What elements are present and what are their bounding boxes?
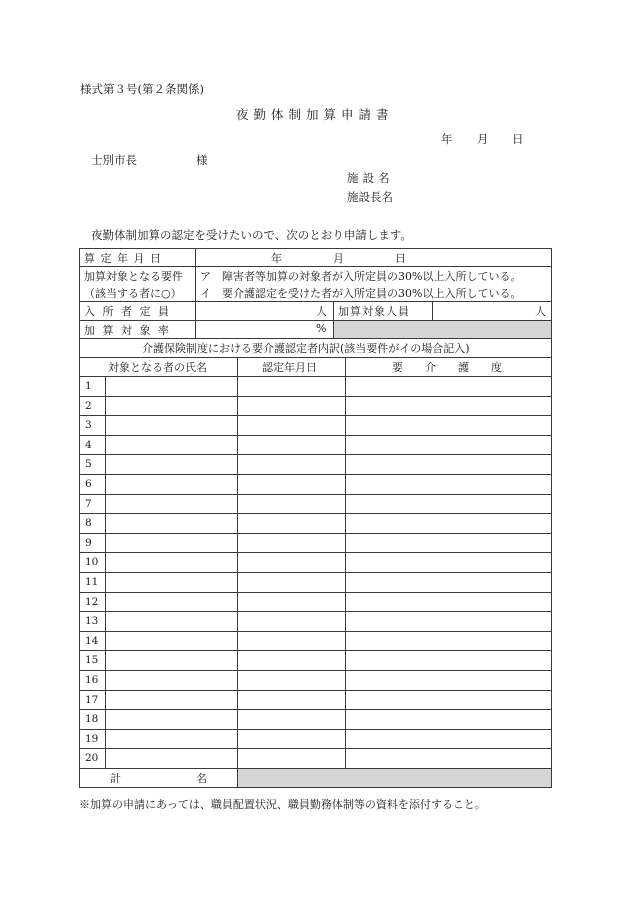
row-number: 20: [85, 752, 99, 764]
row-divider: [79, 572, 552, 573]
total-label: 計: [110, 772, 121, 785]
target-count-unit: 人: [535, 305, 546, 318]
row-number: 9: [85, 537, 92, 549]
calc-year-label: 年: [271, 252, 282, 265]
total-unit: 名: [196, 772, 207, 785]
row-divider: [79, 592, 552, 593]
row-divider: [79, 748, 552, 749]
footnote: ※加算の申請にあっては、職員配置状況、職員勤務体制等の資料を添付すること。: [79, 798, 486, 811]
rate-label: 加 算 対 象 率: [84, 324, 171, 337]
row-divider: [79, 513, 552, 514]
row-number: 15: [85, 654, 99, 666]
calc-month-label: 月: [333, 252, 344, 265]
shaded-cell-rate: [333, 320, 552, 338]
row-divider: [79, 415, 552, 416]
row-number: 13: [85, 615, 99, 627]
row-divider: [79, 768, 552, 769]
page-title: 夜勤体制加算申請書: [236, 107, 394, 122]
row-divider: [79, 376, 552, 377]
row-number: 7: [85, 498, 92, 510]
date-year-label: 年: [441, 132, 453, 146]
row-number: 12: [85, 596, 99, 608]
row-number: 16: [85, 674, 99, 686]
row-divider: [79, 650, 552, 651]
capacity-label: 入 所 者 定 員: [84, 305, 171, 318]
column-header-care-level: 要 介 護 度: [392, 361, 502, 374]
row-divider: [79, 474, 552, 475]
row-number: 18: [85, 713, 99, 725]
row-number: 2: [85, 400, 92, 412]
facility-director-label: 施設長名: [347, 190, 393, 204]
target-count-label: 加算対象人員: [338, 305, 410, 318]
row-divider: [79, 611, 552, 612]
row-divider: [79, 435, 552, 436]
requirement-label-line2: （該当する者に○）: [84, 287, 182, 300]
row-number: 17: [85, 694, 99, 706]
row-divider: [79, 631, 552, 632]
row-number: 6: [85, 478, 92, 490]
rate-unit: %: [316, 322, 327, 335]
date-day-label: 日: [512, 132, 524, 146]
requirement-label-line1: 加算対象となる要件: [84, 270, 183, 283]
row-divider: [79, 396, 552, 397]
row-divider: [79, 729, 552, 730]
requirement-option-a: ア 障害者等加算の対象者が入所定員の30%以上入所している。: [200, 270, 522, 283]
row-divider: [79, 670, 552, 671]
date-month-label: 月: [477, 132, 489, 146]
row-divider: [79, 533, 552, 534]
row-number: 19: [85, 733, 99, 745]
row-number: 5: [85, 458, 92, 470]
calc-date-label: 算 定 年 月 日: [84, 252, 162, 265]
row-number: 10: [85, 556, 99, 568]
row-number: 4: [85, 439, 92, 451]
row-divider: [79, 454, 552, 455]
intro-text: 夜勤体制加算の認定を受けたいので、次のとおり申請します。: [91, 228, 412, 242]
row-number: 11: [85, 576, 99, 588]
row-divider: [79, 709, 552, 710]
form-code: 様式第３号(第２条関係): [80, 82, 204, 96]
row-divider: [79, 494, 552, 495]
row-number: 1: [85, 380, 92, 392]
row-divider: [79, 690, 552, 691]
capacity-unit: 人: [316, 305, 327, 318]
shaded-cell-total: [237, 768, 552, 787]
row-number: 14: [85, 635, 99, 647]
facility-name-label: 施設名: [347, 171, 394, 185]
requirement-option-i: イ 要介護認定を受けた者が入所定員の30%以上入所している。: [200, 287, 522, 300]
addressee: 士別市長: [91, 153, 137, 167]
honorific: 様: [196, 153, 208, 167]
calc-day-label: 日: [395, 252, 406, 265]
row-number: 3: [85, 419, 92, 431]
row-divider: [79, 552, 552, 553]
row-number: 8: [85, 517, 92, 529]
column-header-cert-date: 認定年月日: [262, 361, 317, 374]
breakdown-title: 介護保険制度における要介護認定者内訳(該当要件がイの場合記入): [142, 342, 470, 355]
column-header-name: 対象となる者の氏名: [108, 361, 207, 374]
